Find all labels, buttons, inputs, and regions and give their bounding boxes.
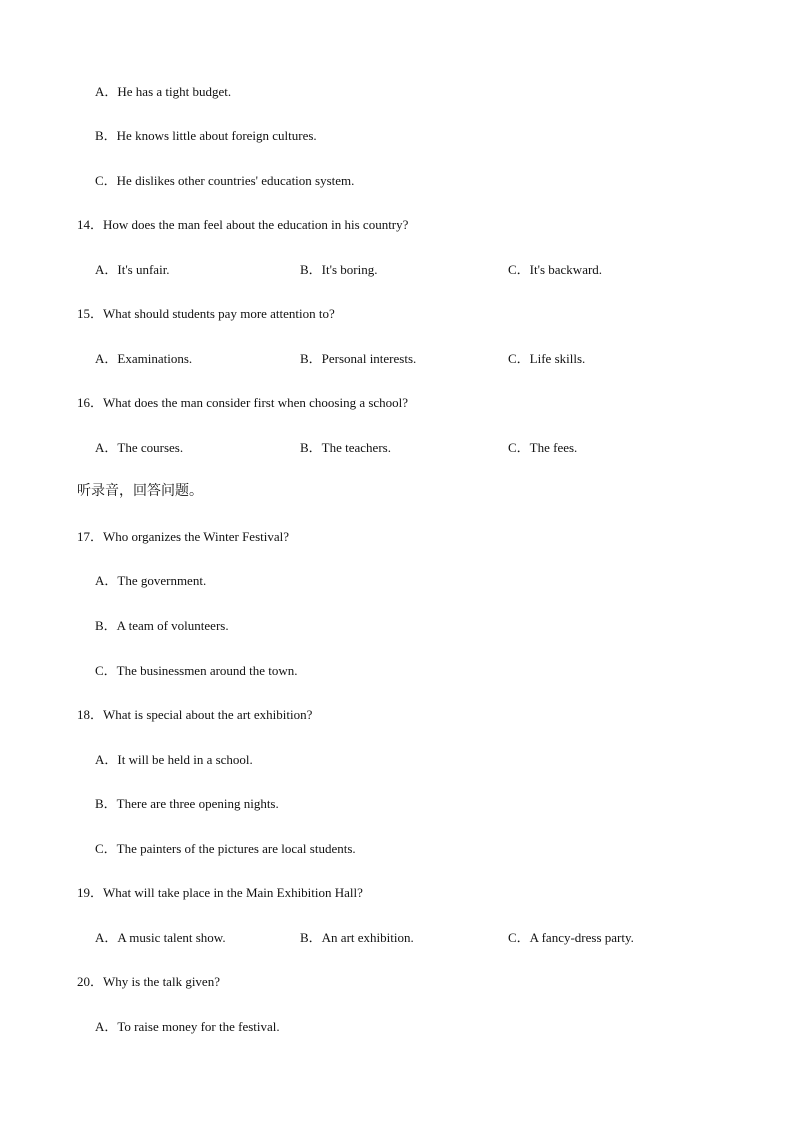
- q18-option-c: C．The painters of the pictures are local students.: [95, 841, 356, 856]
- q15-option-a: A．Examinations.: [95, 351, 193, 366]
- q17-question: 17．Who organizes the Winter Festival?: [77, 529, 289, 544]
- q17-option-b: B．A team of volunteers.: [95, 618, 229, 633]
- q19-option-c: C．A fancy-dress party.: [508, 930, 634, 945]
- q20-question: 20．Why is the talk given?: [77, 974, 220, 989]
- q17-option-a: A．The government.: [95, 573, 207, 588]
- q14-option-c: C．It's backward.: [508, 262, 603, 277]
- q16-option-c: C．The fees.: [508, 440, 578, 455]
- q14-option-b: B．It's boring.: [300, 262, 378, 277]
- q14-option-a: A．It's unfair.: [95, 262, 170, 277]
- section-heading: 听录音，回答问题。: [77, 483, 203, 499]
- q18-option-b: B．There are three opening nights.: [95, 796, 279, 811]
- q13-option-a: A．He has a tight budget.: [95, 84, 232, 99]
- q18-question: 18．What is special about the art exhibition?: [77, 707, 313, 722]
- q19-option-b: B．An art exhibition.: [300, 930, 414, 945]
- q13-option-b: B．He knows little about foreign cultures.: [95, 128, 317, 143]
- q19-option-a: A．A music talent show.: [95, 930, 226, 945]
- q17-option-c: C．The businessmen around the town.: [95, 663, 298, 678]
- q15-question: 15．What should students pay more attention to?: [77, 306, 335, 321]
- q16-option-b: B．The teachers.: [300, 440, 391, 455]
- q15-option-c: C．Life skills.: [508, 351, 586, 366]
- q20-option-a: A．To raise money for the festival.: [95, 1019, 280, 1034]
- q13-option-c: C．He dislikes other countries' education system.: [95, 173, 355, 188]
- q16-option-a: A．The courses.: [95, 440, 184, 455]
- q14-question: 14．How does the man feel about the education in his country?: [77, 217, 409, 232]
- q16-question: 16．What does the man consider first when choosing a school?: [77, 395, 409, 410]
- q19-question: 19．What will take place in the Main Exhibition Hall?: [77, 885, 363, 900]
- q18-option-a: A．It will be held in a school.: [95, 752, 253, 767]
- q15-option-b: B．Personal interests.: [300, 351, 417, 366]
